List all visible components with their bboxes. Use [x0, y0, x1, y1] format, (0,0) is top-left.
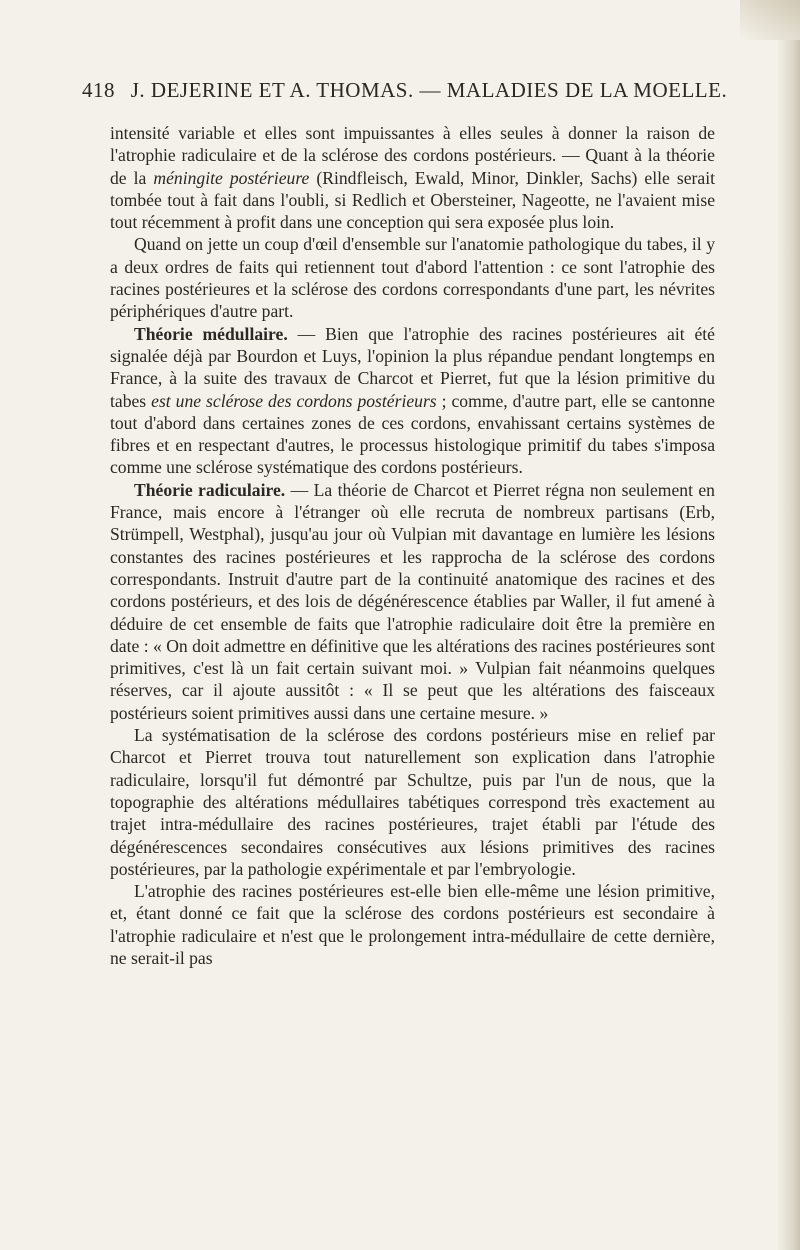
running-header	[82, 78, 728, 103]
running-title: J. DEJERINE ET A. THOMAS. — MALADIES DE LA MOELLE.	[130, 78, 728, 102]
paragraph-2-text: Quand on jette un coup d'œil d'ensemble sur l'anatomie pathologique du tabes, il y a deux ordres de faits qui retiennent tout d'abord l'attention : ce sont l'atrophie des racines postérieures et la sclérose des cordons correspondants d'une part, les névrites périphériques d'autre part.	[110, 234, 715, 322]
paragraph-3-text-a: — Bien que l'atrophie des racines postérieures ait été signalée déjà par Bourdon et Luys, l'opinion la plus répandue pendant longtemps en France, à la suite des travaux de Charcot et Pierret, fut que la lésion primitive du tabes	[110, 323, 715, 411]
paragraph-6	[110, 880, 715, 969]
paragraph-4-text: — La théorie de Charcot et Pierret régna non seulement en France, mais encore à l'étranger où elle recruta de nombreux partisans (Erb, Strümpell, Westphal), jusqu'au jour où Vulpian mit davantage en lumière les lésions constantes des racines postérieures et les rapprocha de la sclérose des cordons correspondants. Instruit d'autre part de la continuité anatomique des racines et des cordons postérieurs, et des lois de dégénérescence établies par Waller, il fut amené à déduire de cet ensemble de faits que l'atrophie radiculaire doit être la première en date : « On doit admettre en définitive que les altérations des racines postérieures sont primitives, c'est là un fait certain suivant moi. » Vulpian fait néanmoins quelques réserves, car il ajoute aussitôt : « Il se peut que les altérations des faisceaux postérieurs soient primitives aussi dans une certaine mesure. »	[110, 479, 715, 723]
paragraph-6-text: L'atrophie des racines postérieures est-elle bien elle-même une lésion primitive, et, étant donné ce fait que la sclérose des cordons postérieurs est secondaire à l'atrophie radiculaire et n'est que le prolongement intra-médullaire de cette dernière, ne serait-il pas	[110, 881, 715, 968]
paragraph-3-emphasis: est une sclérose des cordons postérieurs	[151, 390, 437, 411]
paragraph-3	[110, 323, 715, 479]
paragraph-1	[110, 122, 715, 233]
section-heading-medullaire: Théorie médullaire.	[134, 323, 288, 344]
paragraph-5-text: La systématisation de la sclérose des cordons postérieurs mise en relief par Charcot et Pierret trouva tout naturellement son explication dans l'atrophie radiculaire, lorsqu'il fut démontré par Schultze, puis par l'un de nous, que la topographie des altérations médullaires tabétiques correspond très exactement au trajet intra-médullaire des racines postérieures, trajet établi par l'étude des dégénérescences secondaires consécutives aux lésions primitives des racines postérieures, par la pathologie expérimentale et par l'embryologie.	[110, 725, 715, 879]
paragraph-1-text-b: (Rindfleisch, Ewald, Minor, Dinkler, Sachs) elle serait tombée tout à fait dans l'oubli, si Redlich et Obersteiner, Nageotte, ne l'avaient mise tout récemment à profit dans une conception qui sera exposée plus loin.	[110, 167, 715, 233]
body-text	[110, 122, 715, 969]
page-number: 418	[82, 78, 115, 102]
paragraph-1-text-a: intensité variable et elles sont impuissantes à elles seules à donner la raison de l'atrophie radiculaire et de la sclérose des cordons postérieurs. — Quant à la théorie de la	[110, 123, 715, 188]
paragraph-1-emphasis: méningite postérieure	[153, 167, 310, 188]
paragraph-5	[110, 724, 715, 880]
page-corner-stain	[740, 0, 800, 40]
paragraph-4	[110, 479, 715, 724]
page-edge-shadow	[778, 0, 800, 1250]
section-heading-radiculaire: Théorie radiculaire.	[134, 479, 286, 500]
paragraph-2	[110, 233, 715, 322]
paragraph-3-text-b: ; comme, d'autre part, elle se cantonne tout d'abord dans certaines zones de ces cordons, envahissant certains systèmes de fibres et en respectant d'autres, le processus histologique primitif du tabes s'imposa comme une sclérose systématique des cordons postérieurs.	[110, 390, 715, 478]
